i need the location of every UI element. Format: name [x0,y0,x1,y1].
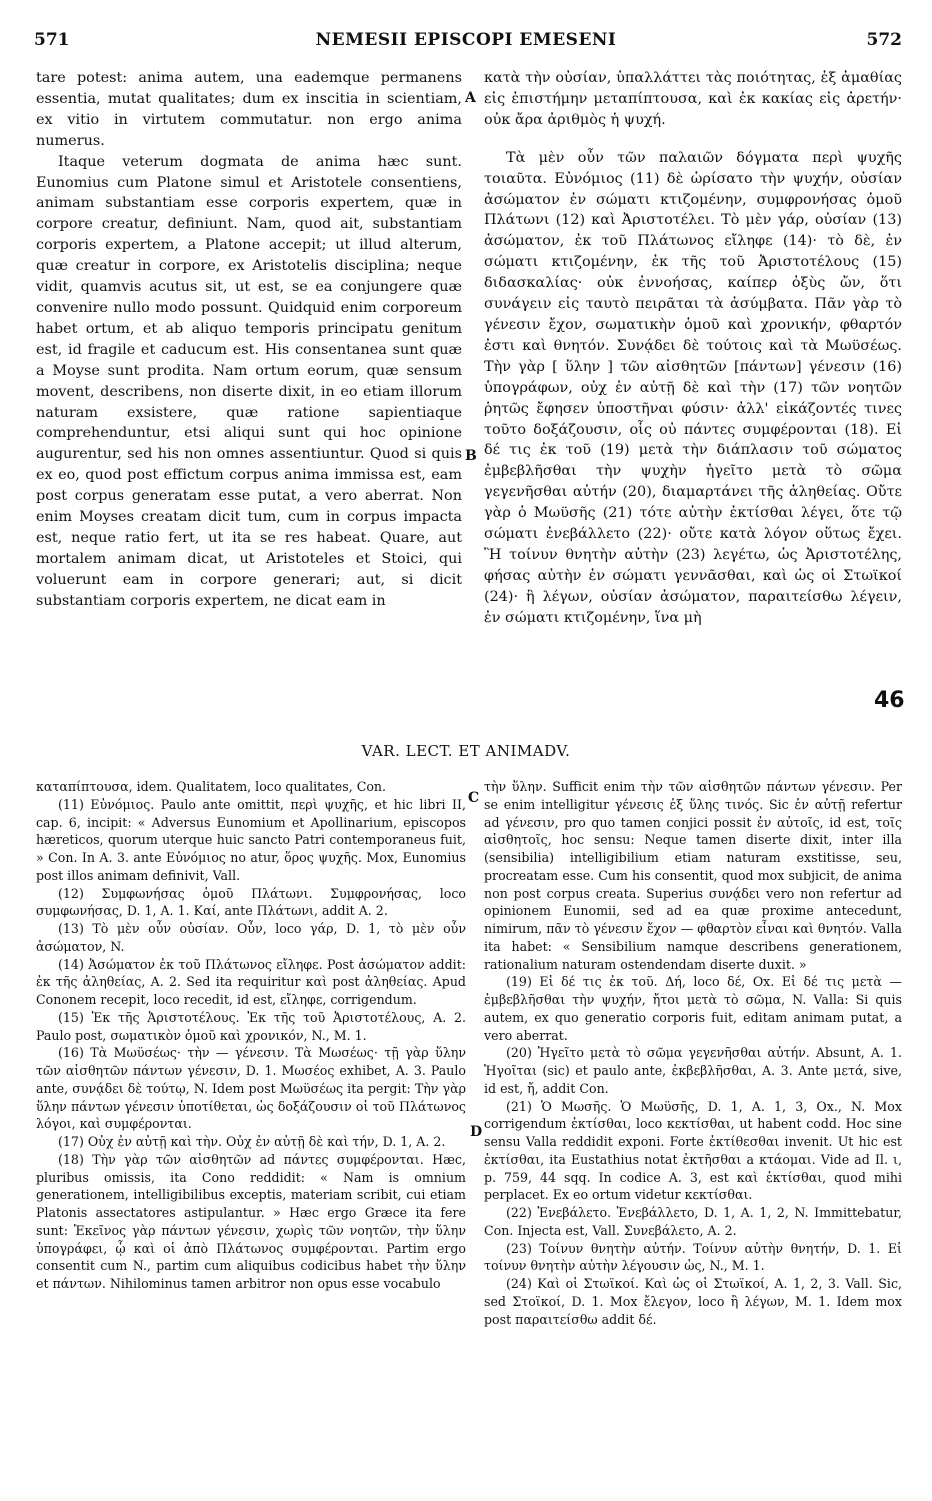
note-entry: (11) Εὐνόμιος. Paulo ante omittit, περὶ ψυχῆς, et hic libri II, cap. 6, incipit: « Adversus Eunomium et Apollinarium, episcopos hæreticos, quorum uterque huic sancto Patri contemporaneus fuit, » Con. In A. 3. ante Εὐνόμιος no atur, ὅρος ψυχῆς. Mox, Eunomius post illos animam definivit, Vall. [36,796,466,883]
latin-paragraph-2: Itaque veterum dogmata de anima hæc sunt. Eunomius cum Platone simul et Aristotele consentiens, animam substantiam esse corporis expertem, quæ in corpore creatur, definiunt. Nam, quod ait, substantiam corporis expertem, a Platone accepit; ut illud alterum, quæ creatur in corpore, ex Aristotelis disciplina; neque vidit, quamvis acutus sit, ut est, se ea conjungere quæ convenire nullo modo possunt. Quidquid enim corporeum habet ortum, et ab aliquo temporis principatu genitum est, id fragile et caducum est. His consentanea sunt quæ a Moyse sunt prodita. Nam ortum eorum, quæ sensum movent, describens, non diserte dixit, in eo etiam illorum naturam exsistere, quæ ratione sapientiaque comprehenduntur, etsi aliqui sunt qui hoc opinione augurentur, sed his non omnes assentiuntur. Quod si quis ex eo, quod post effictum corpus anima immissa est, eam post corpus generatam esse putat, a vero aberrat. Non enim Moyses creatam dicit tum, cum in corpus impacta est, neque ratio fert, ut ita se res habeat. Quare, aut mortalem animam dicat, ut Aristoteles et Stoici, qui voluerunt eam in corpore generari; aut, si dicit substantiam corporis expertem, ne dicat eam in [36,153,462,609]
note-entry: (18) Τὴν γὰρ τῶν αἰσθητῶν ad πάντες συμφέρονται. Hæc, pluribus omissis, ita Cono reddidit: « Nam is omnium generationem, intelligibilibus exceptis, materiam scribit, cui etiam Platonis assectatores astipulantur. » Hæc ergo Græce ita fere sunt: Ἐκεῖνος γὰρ πάντων γένεσιν, χωρὶς τῶν νοητῶν, τὴν ὕλην ὑπογράφει, ᾧ καὶ οἱ ἀπὸ Πλάτωνος συμφέρονται. Partim ergo consentit cum N., partim cum aliquibus codicibus habet τὴν ὕλην et πάντων. Nihilominus tamen arbitror non opus esse vocabulo [36,1151,466,1291]
notes-right-column [484,778,902,1484]
note-entry: (19) Εἰ δέ τις ἐκ τοῦ. Δή, loco δέ, Ox. Εἰ δέ τις μετὰ — ἐμβεβλῆσθαι τὴν ψυχήν, ἤτοι μετὰ τὸ σῶμα, N. Valla: Si quis autem, ex quo generatio corporis fuit, editam animam putat, a vero aberrat. [484,974,902,1043]
section-marker-a: A [465,90,476,106]
running-title: NEMESII EPISCOPI EMESENI [315,30,617,50]
greek-column [484,68,902,730]
greek-paragraph-1: κατὰ τὴν οὐσίαν, ὑπαλλάττει τὰς ποιότητας, ἐξ ἀμαθίας εἰς ἐπιστήμην μεταπίπτουσα, καὶ ἐκ κακίας εἰς ἀρετήν· οὐκ ἄρα ἀριθμὸς ἡ ψυχή. [484,70,902,128]
note-entry: (21) Ὁ Μωσῆς. Ὁ Μωϋσῆς, D. 1, A. 1, 3, Ox., N. Mox corrigendum ἐκτίσθαι, loco κεκτίσθαι, ut habent codd. Hoc sine sensu Valla reddidit exponi. Forte ἐκτίθεσθαι invenit. Ut hic est ἐκτίσθαι, ita Eustathius notat ἐκτῆσθαι a κτάομαι. Vide ad Il. ι, p. 759, 44 sqq. In codice A. 3, est καὶ ἐκτίσθαι, quod mihi perplacet. Ex eo ortum videtur κεκτίσθαι. [484,1098,902,1203]
note-entry: τὴν ὕλην. Sufficit enim τὴν τῶν αἰσθητῶν πάντων γένεσιν. Per se enim intelligitur γένεσις ἐξ ὕλης τινός. Sic ἐν αὐτῇ refertur ad γένεσιν, pro quo tamen conjici possit ἐν αὐτοῖς, id est, τοῖς αἰσθητοῖς, hoc sensu: Neque tamen diserte dixit, inter illa (sensibilia) intelligibilium etiam naturam exstitisse, seu, procreatam esse. Cum his consentit, quod mox subjicit, de anima non post corpus creata. Superius συνᾴδει vero non refertur ad opinionem Eunomii, sed ad ea quæ proxime antecedunt, nimirum, πᾶν τὸ γένεσιν ἔχον — φθαρτὸν εἶναι καὶ θνητόν. Valla ita habet: « Sensibilium namque describens generationem, rationalium naturam ostendendam diserte duxit. » [484,779,902,972]
running-header [20,30,912,54]
note-entry: (24) Καὶ οἱ Στωϊκοί. Καὶ ὡς οἱ Στωϊκοί, A. 1, 2, 3. Vall. Sic, sed Στοϊκοί, D. 1. Mox ἔλεγον, loco ἢ λέγων, M. 1. Idem mox post παραιτείσθω addit δέ. [484,1276,902,1327]
note-entry: καταπίπτουσα, idem. Qualitatem, loco qualitates, Con. [36,779,387,794]
note-entry: (17) Οὐχ ἐν αὐτῇ καὶ τὴν. Οὐχ ἐν αὐτῇ δὲ καὶ τήν, D. 1, A. 2. [58,1134,446,1149]
section-marker-c: C [468,790,480,806]
note-entry: (12) Συμφωνήσας ὁμοῦ Πλάτωνι. Συμφρονήσας, loco συμφωνήσας, D. 1, A. 1. Καί, ante Πλάτωνι, addit A. 2. [36,885,466,919]
latin-paragraph-1: tare potest: anima autem, una eademque permanens essentia, mutat qualitates; dum ex inscitia in scientiam, ex vitio in virtutem commutatur. non ergo anima numerus. [36,70,462,149]
note-entry: (14) Ἀσώματον ἐκ τοῦ Πλάτωνος εἴληφε. Post ἀσώματον addit: ἐκ τῆς ἀληθείας, A. 2. Sed ita requiritur καὶ post ἀληθείας. Apud Cononem recepit, loco recedit, id est, εἴληφε, corrigendum. [36,956,466,1007]
note-entry: (15) Ἐκ τῆς Ἀριστοτέλους. Ἐκ τῆς τοῦ Ἀριστοτέλους, A. 2. Paulo post, σωματικὸν ὁμοῦ καὶ χρονικόν, N., M. 1. [36,1009,466,1043]
page-number-right: 572 [866,30,902,50]
note-entry: (16) Τὰ Μωϋσέως· τὴν — γένεσιν. Τὰ Μωσέως· τῇ γὰρ ὕλην τῶν αἰσθητῶν πάντων γένεσιν, D. 1. Μωσέος exhibet, A. 3. Paulo ante, συνᾴδει δὲ τούτῳ, N. Idem post Μωϋσέως ita pergit: Τὴν γὰρ ὕλην πάντων γένεσιν ὑποτίθεται, ὡς δοξάζουσιν οἱ τοῦ Πλάτωνος λόγοι, καὶ συμφέρονται. [36,1045,466,1132]
latin-column [36,68,462,730]
note-entry: (13) Τὸ μὲν οὖν οὐσίαν. Οὖν, loco γάρ, D. 1, τὸ μὲν οὖν ἀσώματον, N. [36,921,466,954]
page-number-left: 571 [34,30,70,50]
notes-left-column [36,778,466,1484]
section-marker-b: B [465,448,477,464]
margin-number: 46 [874,688,905,713]
notes-heading: VAR. LECT. ET ANIMADV. [361,742,571,760]
section-marker-d: D [470,1124,483,1140]
note-entry: (23) Τοίνυν θνητὴν αὐτήν. Τοίνυν αὐτὴν θνητήν, D. 1. Εἰ τοίνυν θνητὴν αὐτὴν λέγουσιν ὡς, N., M. 1. [484,1240,902,1274]
greek-paragraph-2: Τὰ μὲν οὖν τῶν παλαιῶν δόγματα περὶ ψυχῆς τοιαῦτα. Εὐνόμιος (11) δὲ ὡρίσατο τὴν ψυχήν, οὐσίαν ἀσώματον ἐν σώματι κτιζομένην, συμφρονήσας ὁμοῦ Πλάτωνι (12) καὶ Ἀριστοτέλει. Τὸ μὲν γάρ, οὐσίαν (13) ἀσώματον, ἐκ τοῦ Πλάτωνος εἴληφε (14)· τὸ δὲ, ἐν σώματι κτιζομένην, ἐκ τῆς τοῦ Ἀριστοτέλους (15) διδασκαλίας· οὐκ ἐννοήσας, καίπερ ὀξὺς ὤν, ὅτι συνάγειν εἰς ταυτὸ πειρᾶται τὰ ἀσύμβατα. Πᾶν γὰρ τὸ γένεσιν ἔχον, σωματικὴν ὁμοῦ καὶ χρονικήν, φθαρτόν ἐστι καὶ θνητόν. Συνᾴδει δὲ τούτοις καὶ τὰ Μωϋσέως. Τὴν γὰρ [ ὕλην ] τῶν αἰσθητῶν [πάντων] γένεσιν (16) ὑπογράφων, οὐχ ἐν αὐτῇ δὲ καὶ τὴν (17) τῶν νοητῶν ῥητῶς ἔφησεν ὑποστῆναι φύσιν· ἀλλ' εἰκάζοντές τινες τοῦτο δοξάζουσιν, οἷς οὐ πάντες συμφέρονται (18). Εἰ δέ τις ἐκ τοῦ (19) μετὰ τὴν διάπλασιν τοῦ σώματος ἐμβεβλῆσθαι τὴν ψυχὴν ἡγεῖτο μετὰ τὸ σῶμα γεγενῆσθαι αὐτήν (20), διαμαρτάνει τῆς ἀληθείας. Οὔτε γὰρ ὁ Μωϋσῆς (21) τότε αὐτὴν ἐκτίσθαι λέγει, ὅτε τῷ σώματι ἐνεβάλλετο (22)· οὔτε κατὰ λόγον οὕτως ἔχει. Ἢ τοίνυν θνητὴν αὐτὴν (23) λεγέτω, ὡς Ἀριστοτέλης, φήσας αὐτὴν ἐν σώματι γεννᾶσθαι, καὶ ὡς οἱ Στωϊκοί (24)· ἢ λέγων, οὐσίαν ἀσώματον, παραιτείσθω λέγειν, ἐν σώματι κτιζομένην, ἵνα μὴ [484,149,902,626]
note-entry: (20) Ἡγεῖτο μετὰ τὸ σῶμα γεγενῆσθαι αὐτήν. Absunt, A. 1. Ἡγοῖται (sic) et paulo ante, ἐκβεβλῆσθαι, A. 3. Ante μετά, sive, id est, ἤ, addit Con. [484,1045,902,1096]
note-entry: (22) Ἐνεβάλετο. Ἐνεβάλλετο, D. 1, A. 1, 2, N. Immittebatur, Con. Injecta est, Vall. Συνεβάλετο, A. 2. [484,1205,902,1238]
